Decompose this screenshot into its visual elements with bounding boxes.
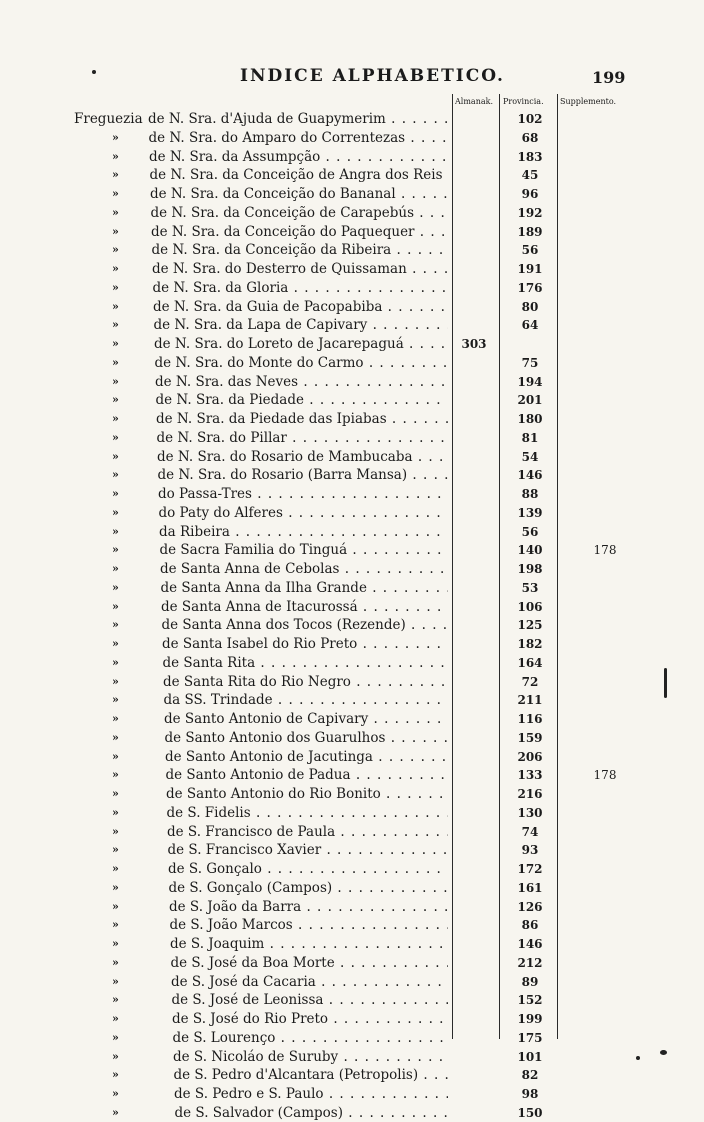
ditto-mark: »: [112, 674, 119, 688]
entry-name: de S. José do Rio Preto . . .: [172, 1010, 448, 1028]
entry-provincia-page: 75: [521, 355, 539, 370]
entry-provincia-page: 126: [517, 899, 543, 914]
entry-provincia-page: 82: [521, 1068, 539, 1083]
ditto-mark: »: [112, 693, 119, 707]
index-row: [0, 335, 704, 353]
index-row: [0, 579, 704, 597]
entry-name: de S. João da Barra . . .: [169, 898, 448, 916]
index-row: [0, 691, 704, 709]
entry-name: de N. Sra. das Neves . . .: [155, 373, 448, 391]
index-row: [0, 260, 704, 278]
entry-name: de N. Sra. do Pillar . . .: [157, 429, 449, 447]
entry-provincia-page: 211: [517, 693, 543, 708]
entry-name: de N. Sra. do Amparo do Correntezas . . .: [149, 129, 449, 147]
entry-provincia-page: 72: [521, 674, 539, 689]
entry-name: de Santa Isabel do Rio Preto . . .: [162, 635, 448, 653]
ditto-mark: »: [112, 318, 119, 332]
entry-name: de N. Sra. da Lapa de Capivary . . .: [154, 316, 449, 334]
index-row: [0, 429, 704, 447]
entry-name: de Santa Rita . . .: [163, 654, 449, 672]
ditto-mark: »: [112, 1068, 119, 1082]
index-row: [0, 729, 704, 747]
index-row: [0, 598, 704, 616]
entry-provincia-page: 68: [521, 130, 539, 145]
entry-name: de Santa Anna de Itacurossá . . .: [161, 598, 448, 616]
ink-mark: [664, 668, 667, 698]
ditto-mark: »: [112, 730, 119, 744]
entry-provincia-page: 159: [517, 730, 543, 745]
column-header-supplemento: Supplemento.: [560, 97, 617, 106]
ink-speck: [636, 1056, 640, 1060]
index-row: [0, 673, 704, 691]
entry-provincia-page: 116: [517, 712, 543, 726]
entry-name: de N. Sra. do Monte do Carmo . . .: [155, 354, 449, 372]
ditto-mark: »: [112, 562, 119, 575]
entry-name: de N. Sra. da Conceição da Ribeira . . .: [152, 241, 449, 259]
index-row: [0, 223, 704, 241]
index-row: [0, 129, 704, 147]
index-row: [0, 541, 704, 559]
entry-provincia-page: 93: [521, 843, 539, 858]
entry-provincia-page: 164: [517, 655, 543, 670]
entry-name: do Passa-Tres . . .: [158, 485, 448, 503]
ditto-mark: »: [112, 880, 119, 894]
ditto-mark: »: [112, 1087, 119, 1100]
index-row: [0, 1048, 704, 1066]
ink-speck: [660, 1050, 667, 1055]
ditto-mark: »: [112, 862, 119, 875]
entry-provincia-page: 106: [517, 599, 543, 614]
index-row: [0, 185, 704, 203]
entry-name: de N. Sra. do Rosario de Mambucaba . . .: [157, 448, 448, 466]
entry-name: de S. Nicoláo de Suruby . . .: [173, 1048, 448, 1066]
entry-name: de Sacra Familia do Tinguá . . .: [160, 541, 449, 559]
entry-provincia-page: 140: [517, 543, 543, 558]
entry-provincia-page: 201: [517, 393, 543, 408]
ditto-mark: »: [112, 1012, 119, 1025]
entry-provincia-page: 183: [517, 149, 543, 164]
entry-provincia-page: 206: [517, 749, 543, 764]
index-row: [0, 298, 704, 316]
ditto-mark: »: [112, 374, 119, 388]
index-row: [0, 935, 704, 953]
entry-name: de S. Fidelis . . .: [167, 804, 449, 822]
index-row: [0, 241, 704, 259]
ditto-mark: »: [112, 637, 119, 650]
entry-provincia-page: 180: [517, 412, 543, 426]
index-row: [0, 1104, 704, 1122]
entry-provincia-page: 86: [521, 918, 539, 933]
ditto-mark: »: [112, 768, 119, 782]
entry-name: de S. Francisco de Paula . . .: [167, 823, 448, 841]
ditto-mark: »: [112, 1105, 119, 1119]
entry-provincia-page: 98: [521, 1087, 539, 1101]
entry-name: de Santa Anna dos Tocos (Rezende) . . .: [162, 616, 449, 634]
index-row: [0, 991, 704, 1009]
ditto-mark: »: [112, 899, 119, 913]
entry-provincia-page: 192: [517, 205, 543, 220]
page-number: 199: [592, 68, 626, 87]
ditto-mark: »: [112, 524, 119, 538]
entry-name: de S. João Marcos . . .: [170, 916, 449, 934]
index-row: [0, 785, 704, 803]
entry-name: de S. José de Leonissa . . .: [172, 991, 449, 1009]
entry-provincia-page: 176: [517, 280, 543, 295]
entry-name: de N. Sra. da Assumpção . . .: [149, 148, 448, 166]
entry-name: de S. José da Cacaria . . .: [171, 973, 448, 991]
entry-name: de Santa Anna da Ilha Grande . . .: [161, 579, 449, 597]
ditto-mark: »: [112, 824, 119, 838]
index-row: [0, 316, 704, 334]
ditto-mark: »: [112, 1030, 119, 1044]
index-row: [0, 373, 704, 391]
ditto-mark: »: [112, 280, 119, 294]
entry-name: de S. Lourenço . . .: [173, 1029, 449, 1047]
index-row: [0, 973, 704, 991]
ditto-mark: »: [112, 843, 119, 857]
entry-name: da Ribeira . . .: [159, 523, 448, 541]
entry-name: de Santa Rita do Rio Negro . . .: [163, 673, 448, 691]
ditto-mark: »: [112, 299, 119, 313]
entry-name: de N. Sra. da Conceição do Paquequer . . .: [151, 223, 448, 241]
entry-name: de S. Pedro d'Alcantara (Petropolis) . . .: [174, 1066, 449, 1084]
entry-name: de N. Sra. da Piedade das Ipiabas . . .: [156, 410, 448, 428]
entry-provincia-page: 199: [517, 1012, 543, 1026]
entry-name: da SS. Trindade . . .: [164, 691, 449, 709]
index-row: [0, 635, 704, 653]
entry-provincia-page: 53: [521, 580, 539, 595]
entry-name: do Paty do Alferes . . .: [159, 504, 449, 522]
index-row: [0, 560, 704, 578]
entry-provincia-page: 198: [517, 562, 543, 576]
ditto-mark: »: [112, 449, 119, 463]
entry-name: de N. Sra. do Desterro de Quissaman . . .: [152, 260, 448, 278]
ditto-mark: »: [112, 355, 119, 369]
entry-provincia-page: 74: [521, 824, 539, 839]
ditto-mark: »: [112, 168, 119, 182]
index-row: [0, 504, 704, 522]
ditto-mark: »: [112, 430, 119, 444]
ditto-mark: »: [112, 655, 119, 669]
index-row: [0, 466, 704, 484]
entry-supplemento-page: 178: [593, 768, 617, 783]
ink-speck: [92, 70, 96, 74]
ditto-mark: »: [112, 149, 119, 163]
entry-almanak-page: 303: [461, 337, 487, 351]
index-row: [0, 766, 704, 784]
ditto-mark: »: [112, 580, 119, 594]
index-row: [0, 204, 704, 222]
entry-name: de N. Sra. d'Ajuda de Guapymerim . . .: [148, 110, 448, 128]
entry-provincia-page: 146: [517, 937, 543, 951]
entry-name: de S. Gonçalo (Campos) . . .: [169, 879, 449, 897]
index-row: [0, 823, 704, 841]
index-row: [0, 804, 704, 822]
index-row: [0, 860, 704, 878]
entry-name: de Santo Antonio de Capivary . . .: [164, 710, 448, 728]
entry-provincia-page: 182: [517, 637, 543, 651]
index-row: [0, 279, 704, 297]
entry-name: de N. Sra. da Conceição de Angra dos Reis . . .: [150, 166, 449, 184]
entry-provincia-page: 102: [517, 112, 543, 126]
ditto-mark: »: [112, 993, 119, 1007]
ditto-mark: »: [112, 618, 119, 632]
entry-provincia-page: 101: [517, 1049, 543, 1064]
entry-name: de N. Sra. da Guia de Pacopabiba . . .: [153, 298, 448, 316]
entry-name: de Santo Antonio do Rio Bonito . . .: [166, 785, 448, 803]
ditto-mark: »: [112, 937, 119, 950]
entry-name: de N. Sra. da Conceição do Bananal . . .: [150, 185, 448, 203]
index-row: [0, 954, 704, 972]
ditto-mark: »: [112, 205, 119, 219]
entry-name: de N. Sra. do Rosario (Barra Mansa) . . .: [158, 466, 449, 484]
entry-name: de S. Gonçalo . . .: [168, 860, 448, 878]
ditto-mark: »: [112, 543, 119, 557]
entry-provincia-page: 175: [517, 1030, 543, 1045]
index-row: [0, 148, 704, 166]
entry-provincia-page: 161: [517, 880, 543, 895]
entry-provincia-page: 212: [517, 955, 543, 970]
index-row: [0, 898, 704, 916]
index-row: [0, 654, 704, 672]
ditto-mark: »: [112, 749, 119, 763]
entry-supplemento-page: 178: [593, 543, 617, 558]
entry-provincia-page: 96: [521, 187, 539, 201]
entry-provincia-page: 189: [517, 224, 543, 239]
index-row: [0, 1029, 704, 1047]
entry-name: de N. Sra. da Gloria . . .: [153, 279, 449, 297]
entry-name: de S. Pedro e S. Paulo . . .: [174, 1085, 448, 1103]
index-row: [0, 1085, 704, 1103]
column-header-provincia: Provincia.: [503, 97, 544, 106]
ditto-mark: »: [112, 468, 119, 482]
entry-provincia-page: 152: [517, 993, 543, 1008]
entry-provincia-page: 130: [517, 805, 543, 820]
index-row: [0, 616, 704, 634]
index-row: [0, 485, 704, 503]
entry-provincia-page: 56: [521, 524, 539, 539]
entry-name: de S. Francisco Xavier . . .: [168, 841, 449, 859]
entry-provincia-page: 133: [517, 768, 543, 783]
entry-provincia-page: 150: [517, 1105, 543, 1120]
ditto-mark: »: [112, 130, 119, 144]
entry-provincia-page: 45: [521, 168, 539, 183]
entry-provincia-page: 139: [517, 505, 543, 520]
entry-name: de N. Sra. da Piedade . . .: [156, 391, 449, 409]
entry-name: de Santa Anna de Cebolas . . .: [160, 560, 448, 578]
ditto-mark: »: [112, 243, 119, 257]
index-row: [0, 1010, 704, 1028]
index-row: [0, 410, 704, 428]
entry-provincia-page: 64: [521, 318, 539, 333]
entry-provincia-page: 216: [517, 787, 543, 801]
entry-provincia-page: 194: [517, 374, 543, 389]
entry-name: de S. José da Boa Morte . . .: [171, 954, 449, 972]
ditto-mark: »: [112, 487, 119, 500]
ditto-mark: »: [112, 262, 119, 275]
entry-name: de Santo Antonio dos Guarulhos . . .: [165, 729, 449, 747]
ditto-mark: »: [112, 187, 119, 200]
index-row: [0, 748, 704, 766]
entry-provincia-page: 89: [521, 974, 539, 989]
column-header-almanak: Almanak.: [455, 97, 494, 106]
ditto-mark: »: [112, 1049, 119, 1063]
entry-name: de Santo Antonio de Jacutinga . . .: [165, 748, 448, 766]
ditto-mark: »: [112, 805, 119, 819]
index-row: [0, 391, 704, 409]
entry-name: de S. Salvador (Campos) . . .: [175, 1104, 449, 1122]
ditto-mark: »: [112, 918, 119, 932]
index-row: [0, 523, 704, 541]
ditto-mark: »: [112, 224, 119, 238]
entry-name: de S. Joaquim . . .: [170, 935, 448, 953]
entry-name: de N. Sra. do Loreto de Jacarepaguá . . .: [154, 335, 448, 353]
entry-provincia-page: 172: [517, 862, 543, 876]
entry-provincia-page: 88: [521, 487, 539, 501]
entry-provincia-page: 56: [521, 243, 539, 258]
index-row: [0, 879, 704, 897]
index-row: [0, 110, 704, 128]
ditto-mark: »: [112, 393, 119, 407]
entry-provincia-page: 80: [521, 299, 539, 314]
ditto-mark: »: [112, 787, 119, 800]
ditto-mark: »: [112, 337, 119, 350]
ditto-mark: »: [112, 412, 119, 425]
entry-provincia-page: 81: [521, 430, 539, 445]
ditto-mark: »: [112, 955, 119, 969]
ditto-mark: »: [112, 599, 119, 613]
entry-name: de N. Sra. da Conceição de Carapebús . . .: [151, 204, 449, 222]
entry-provincia-page: 191: [517, 262, 543, 276]
entry-provincia-page: 146: [517, 468, 543, 483]
index-row: [0, 448, 704, 466]
index-prefix: Freguezia: [74, 111, 143, 127]
ditto-mark: »: [112, 712, 119, 725]
entry-provincia-page: 125: [517, 618, 543, 633]
entry-provincia-page: 54: [521, 449, 539, 464]
entry-name: de Santo Antonio de Padua . . .: [166, 766, 449, 784]
index-row: [0, 354, 704, 372]
page-title: INDICE ALPHABETICO.: [240, 66, 505, 86]
ditto-mark: »: [112, 505, 119, 519]
index-row: [0, 841, 704, 859]
index-row: [0, 710, 704, 728]
ditto-mark: »: [112, 974, 119, 988]
index-row: [0, 166, 704, 184]
index-row: [0, 916, 704, 934]
index-row: [0, 1066, 704, 1084]
